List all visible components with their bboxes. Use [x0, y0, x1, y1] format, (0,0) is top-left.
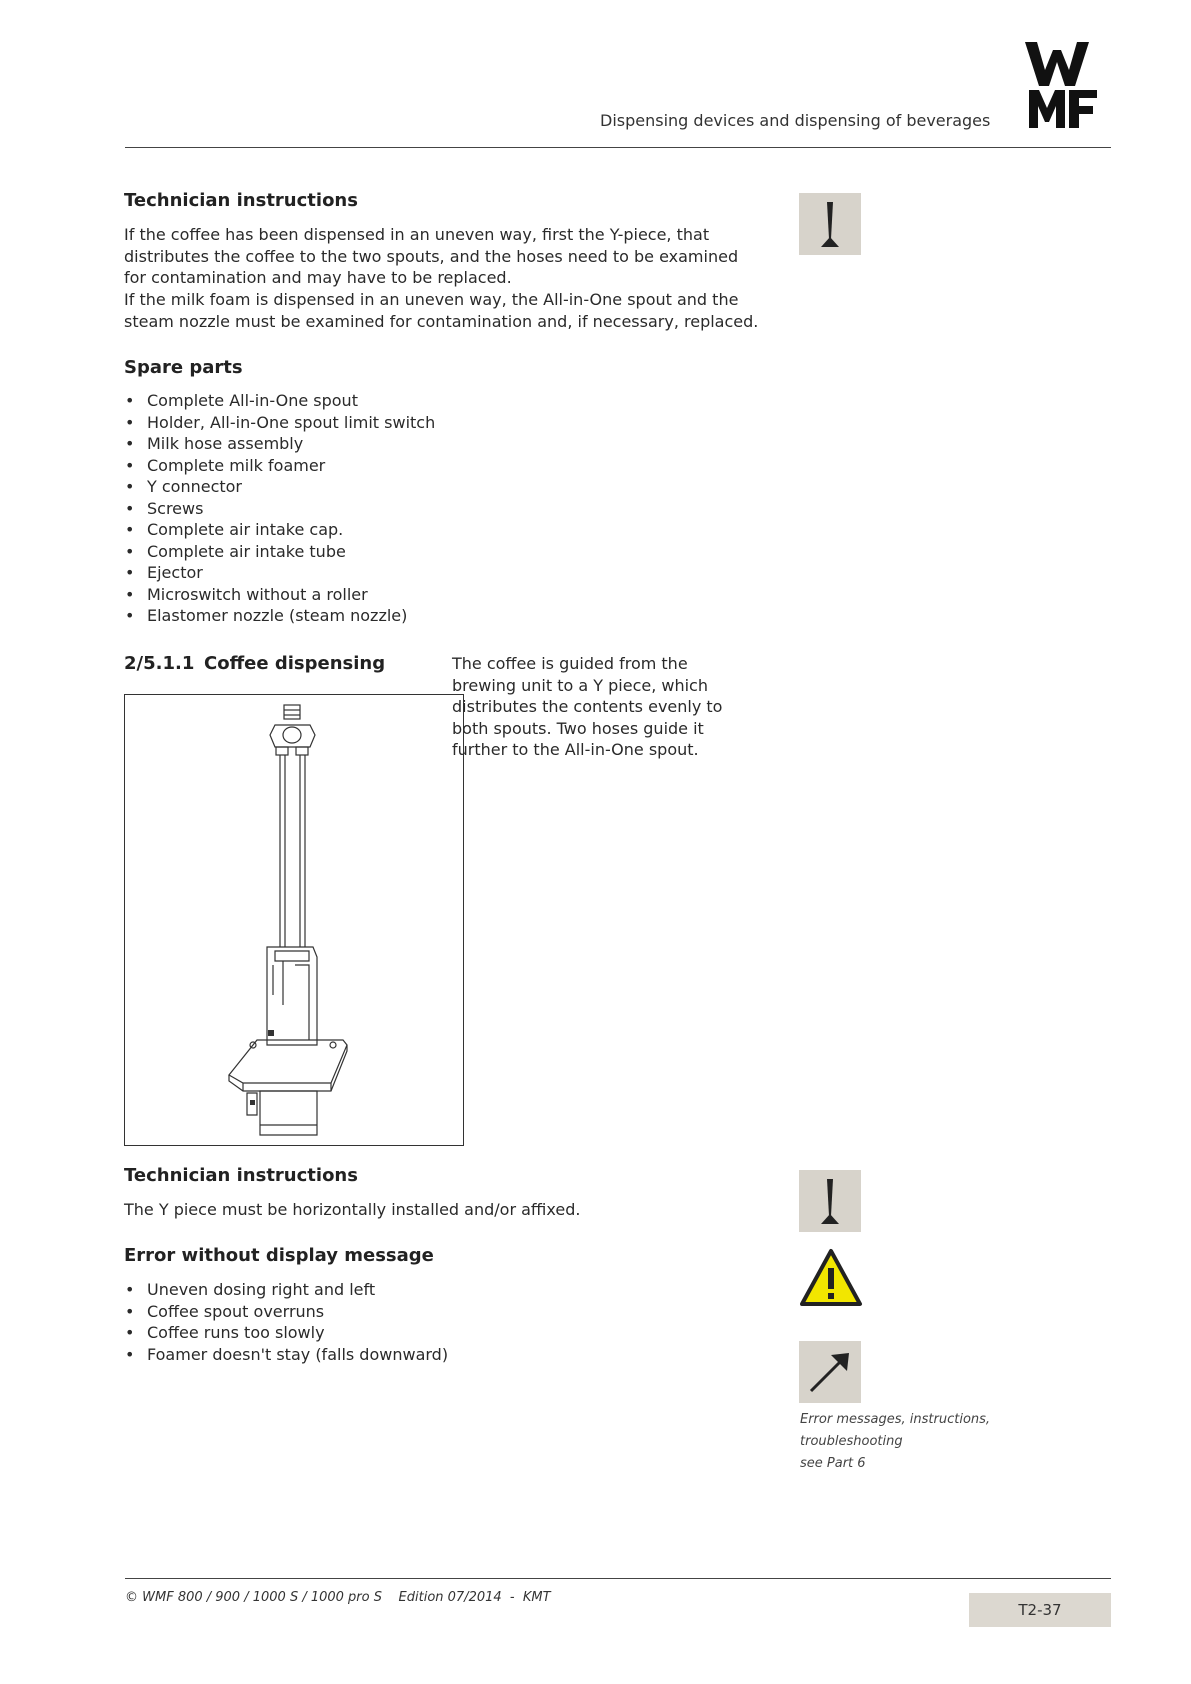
- header-divider: [125, 147, 1111, 148]
- list-item: • Complete All-in-One spout: [124, 390, 435, 412]
- note-line-2: see Part 6: [800, 1456, 866, 1471]
- error-list: [124, 1279, 448, 1365]
- y-piece-instruction: The Y piece must be horizontally installed and/or affixed.: [124, 1200, 581, 1219]
- coffee-dispensing-description: The coffee is guided from the brewing unit to a Y piece, which distributes the contents evenly to both spouts. Two hoses guide it further to the All-in-One spout.: [452, 654, 723, 759]
- list-item: • Screws: [124, 498, 435, 520]
- section-number: 2/5.1.1: [124, 653, 195, 674]
- header-title: Dispensing devices and dispensing of beverages: [600, 111, 991, 130]
- warning-triangle-icon: [799, 1248, 861, 1310]
- author-text: KMT: [522, 1590, 551, 1605]
- error-without-display-heading: Error without display message: [124, 1245, 434, 1266]
- footer-divider: [125, 1578, 1111, 1579]
- list-item: • Foamer doesn't stay (falls downward): [124, 1344, 448, 1366]
- section-title: Coffee dispensing: [204, 653, 386, 674]
- list-item: • Microswitch without a roller: [124, 584, 435, 606]
- list-item: • Uneven dosing right and left: [124, 1279, 448, 1301]
- technician-instructions-heading-2: Technician instructions: [124, 1165, 358, 1186]
- footer-separator: -: [509, 1590, 515, 1605]
- exclamation-icon: [799, 1170, 861, 1232]
- coffee-spout-figure: [124, 694, 464, 1146]
- footer-copyright: [125, 1590, 551, 1605]
- list-item: • Ejector: [124, 562, 435, 584]
- list-item: • Milk hose assembly: [124, 433, 435, 455]
- list-item: • Elastomer nozzle (steam nozzle): [124, 605, 435, 627]
- spare-parts-list: [124, 390, 435, 627]
- arrow-reference-icon: [799, 1341, 861, 1403]
- list-item: • Coffee spout overruns: [124, 1301, 448, 1323]
- page-number-badge: T2-37: [969, 1593, 1111, 1627]
- list-item: • Holder, All-in-One spout limit switch: [124, 412, 435, 434]
- list-item: • Y connector: [124, 476, 435, 498]
- troubleshooting-note: [800, 1409, 1080, 1475]
- note-line-1: Error messages, instructions, troubleshooting: [800, 1412, 991, 1449]
- list-item: • Complete milk foamer: [124, 455, 435, 477]
- instruction-paragraph-1: If the coffee has been dispensed in an uneven way, first the Y-piece, that distributes the coffee to the two spouts, and the hoses need to be examined for contamination and may have to be replaced.: [124, 225, 739, 287]
- list-item: • Complete air intake tube: [124, 541, 435, 563]
- technician-instructions-heading: Technician instructions: [124, 190, 358, 211]
- wmf-logo: [1025, 40, 1103, 130]
- instruction-paragraph-2: If the milk foam is dispensed in an uneven way, the All-in-One spout and the steam nozzle must be examined for contamination and, if necessary, replaced.: [124, 290, 759, 331]
- coffee-dispensing-heading: [124, 653, 385, 674]
- edition-text: Edition 07/2014: [398, 1590, 502, 1605]
- list-item: • Coffee runs too slowly: [124, 1322, 448, 1344]
- copyright-text: © WMF 800 / 900 / 1000 S / 1000 pro S: [125, 1590, 382, 1605]
- spare-parts-heading: Spare parts: [124, 357, 243, 378]
- exclamation-icon: [799, 193, 861, 255]
- list-item: • Complete air intake cap.: [124, 519, 435, 541]
- coffee-spout-drawing: [125, 695, 463, 1145]
